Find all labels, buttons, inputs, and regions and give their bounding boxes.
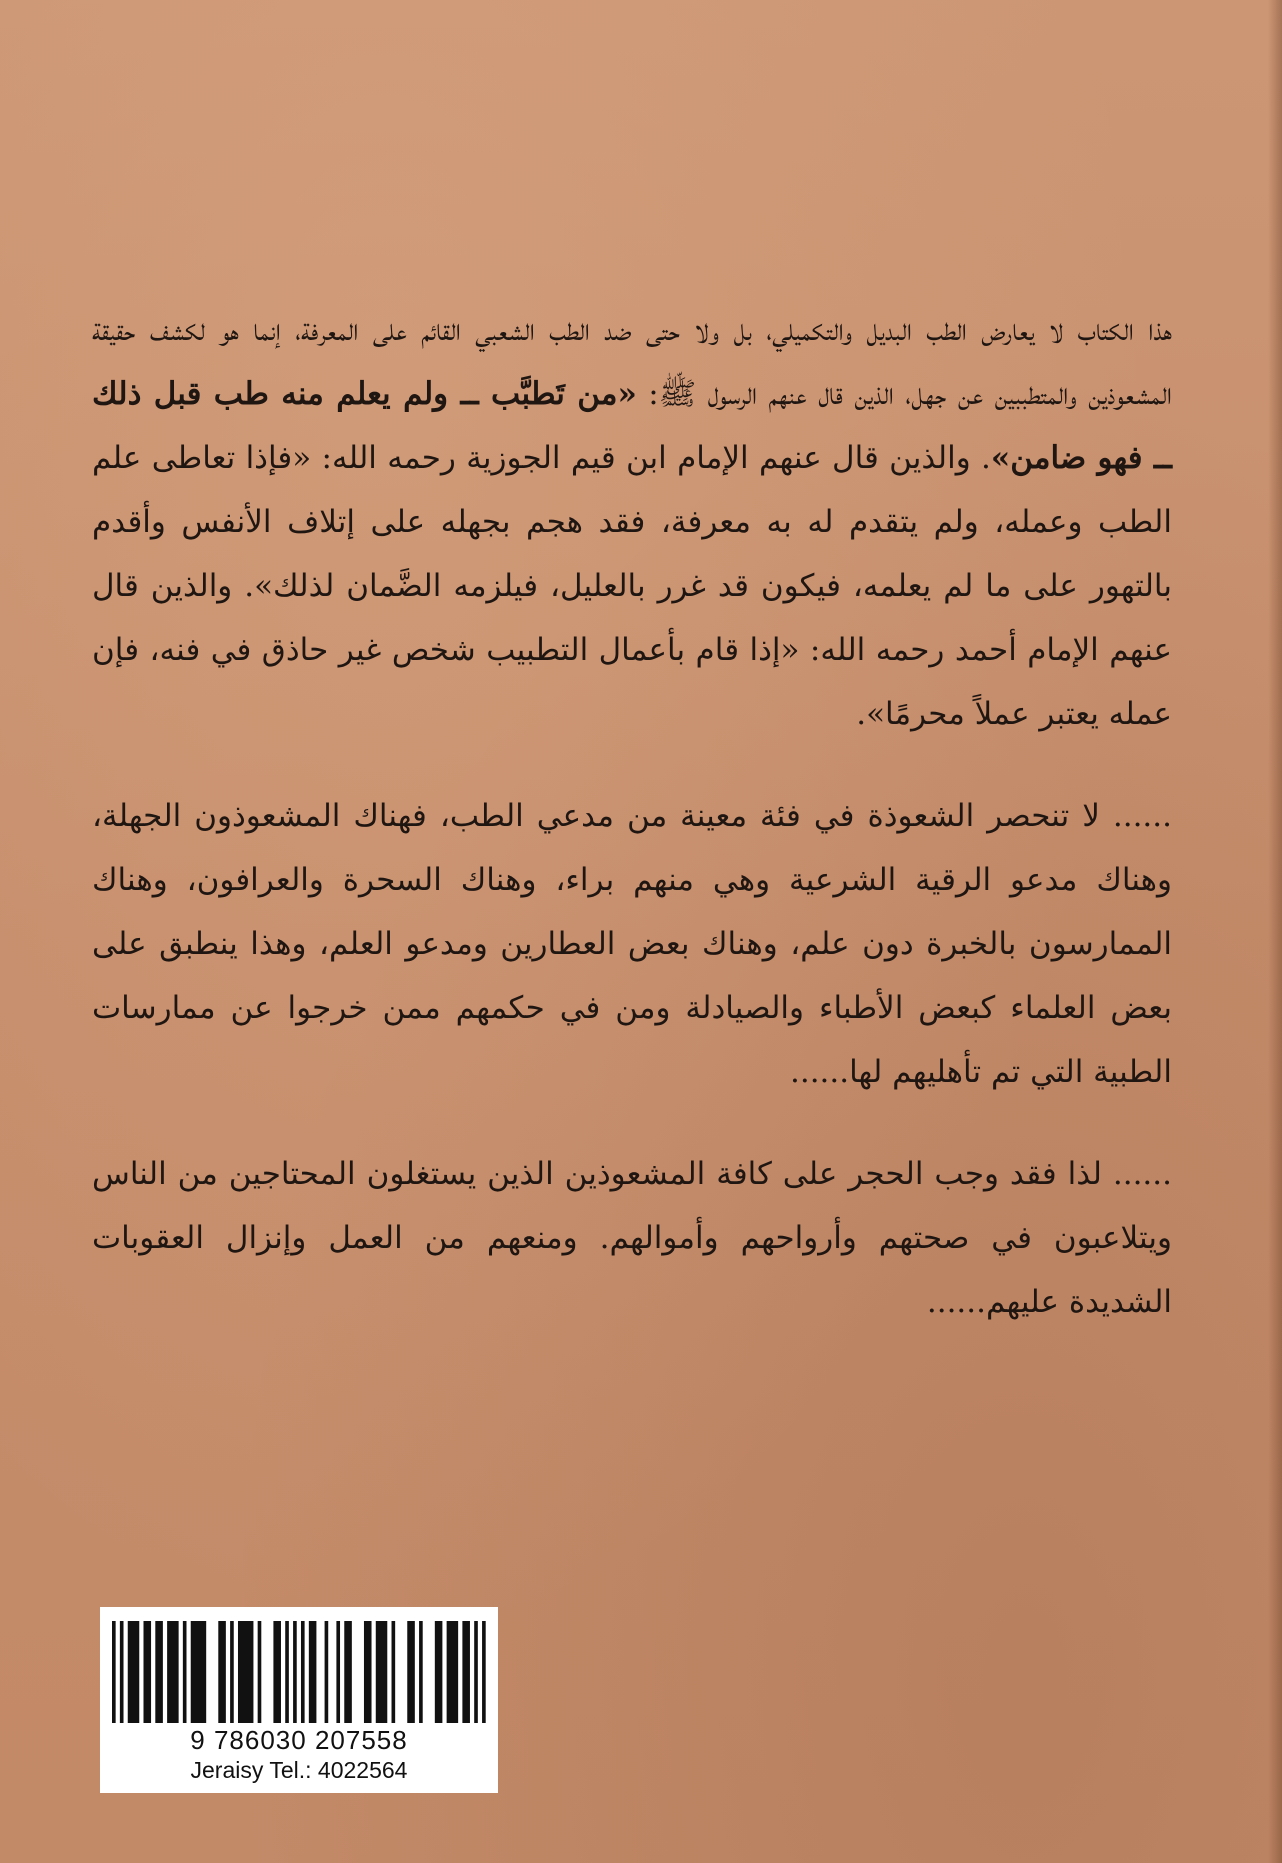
barcode-bar [293,1621,297,1723]
spine-shadow [1268,0,1282,1863]
blurb-paragraph-1 [92,298,1172,746]
barcode-bar [301,1621,305,1723]
barcode-bar [336,1621,340,1723]
barcode-bar [309,1621,317,1723]
barcode-bar [392,1621,396,1723]
paragraph-1-intro: هذا الكتاب لا يعارض الطب البديل والتكميلي، بل ولا حتى ضد الطب الشعبي القائم على المعرفة، إنما هو لكشف حقيقة المشعوذين والمتطببين عن جهل، الذين قال عنهم الرسول ﷺ: [92,312,1172,412]
barcode-bar [419,1621,423,1723]
barcode-bar [447,1621,459,1723]
barcode-bars [112,1621,486,1723]
blurb-text [92,298,1172,1334]
barcode-bar [191,1621,206,1723]
barcode-bar [238,1621,253,1723]
barcode-bar [474,1621,478,1723]
barcode-bar [285,1621,289,1723]
barcode-bar [376,1621,388,1723]
blurb-paragraph-3: ...... لذا فقد وجب الحجر على كافة المشعوذين الذين يستغلون المحتاجين من الناس ويتلاعبون في صحتهم وأرواحهم وأموالهم. ومنعهم من العمل وإنزال العقوبات الشديدة عليهم...... [92,1156,1172,1320]
barcode-bar [155,1621,163,1723]
barcode-bar [120,1621,124,1723]
barcode-bar [112,1621,116,1723]
barcode-bar [183,1621,187,1723]
distributor-tel: Jeraisy Tel.: 4022564 [190,1757,408,1783]
barcode-bar [143,1621,151,1723]
paragraph-1-rest: . والذين قال عنهم الإمام ابن قيم الجوزية رحمه الله: «فإذا تعاطى علم الطب وعمله، ولم يتقدم له به معرفة، فقد هجم بجهله على إتلاف الأنفس وأقدم بالتهور على ما لم يعلمه، فيكون قد غرر بالعليل، فيلزمه الضَّمان لذلك». والذين قال عنهم الإمام أحمد رحمه الله: «إذا قام بأعمال التطبيب شخص غير حاذق في فنه، فإن عمله يعتبر عملاً محرمًا». [92,440,1172,732]
barcode-bar [258,1621,262,1723]
barcode-bar [273,1621,281,1723]
blurb-paragraph-2: ...... لا تنحصر الشعوذة في فئة معينة من مدعي الطب، فهناك المشعوذون الجهلة، وهناك مدعو الرقية الشرعية وهي منهم براء، وهناك السحرة والعرافون، وهناك الممارسون بالخبرة دون علم، وهناك بعض العطارين ومدعو العلم، وهذا ينطبق على بعض العلماء كبعض الأطباء والصيادلة ومن في حكمهم ممن خرجوا عن ممارسات الطبية التي تم تأهليهم لها...... [92,798,1172,1090]
barcode-bar [167,1621,179,1723]
barcode-bar [407,1621,415,1723]
barcode-bar [344,1621,352,1723]
barcode-bar [364,1621,372,1723]
prophet-quote: «من تَطبَّب ــ ولم يعلم منه طب قبل ذلك ــ فهو ضامن» [92,376,1173,476]
barcode-label [100,1607,498,1793]
barcode-bar [230,1621,234,1723]
barcode-bar [462,1621,470,1723]
barcode-bar [128,1621,140,1723]
barcode-bar [325,1621,329,1723]
isbn-number: 9 786030 207558 [190,1725,408,1755]
barcode-bar [435,1621,443,1723]
barcode-bar [218,1621,226,1723]
barcode-bar [482,1621,486,1723]
